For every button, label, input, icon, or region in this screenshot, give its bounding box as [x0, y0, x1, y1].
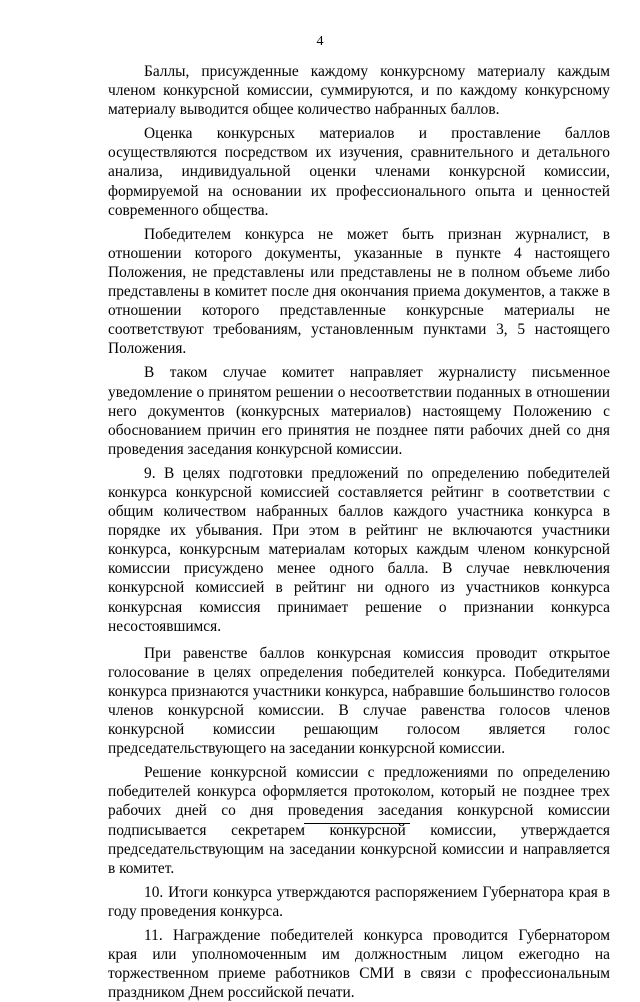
paragraph-item-10-results: 10. Итоги конкурса утверждаются распоряжением Губернатора края в году проведения конкурса. [108, 883, 610, 920]
end-of-document-rule [304, 823, 410, 824]
paragraph-notification: В таком случае комитет направляет журналисту письменное уведомление о принятом решении о несоответствии поданных в отношении него документов (конкурсных материалов) настоящему Положению с обоснованием причин его принятия не позднее пяти рабочих дней со дня проведения заседания конкурсной комиссии. [108, 364, 610, 458]
paragraph-protocol: Решение конкурсной комиссии с предложениями по определению победителей конкурса оформляется протоколом, который не позднее трех рабочих дней со дня проведения заседания конкурсной комиссии подписывается секретарем конкурсной комиссии, утверждается председательствующим на заседании конкурсной комиссии и направляется в комитет. [108, 764, 610, 877]
paragraph-item-11-awarding: 11. Награждение победителей конкурса проводится Губернатором края или уполномоченным им должностным лицом ежегодно на торжественном приеме работников СМИ в связи с профессиональным праздником Днем российской печати. [108, 927, 610, 1002]
paragraph-equal-scores-vote: При равенстве баллов конкурсная комиссия проводит открытое голосование в целях определения победителей конкурса. Победителями конкурса признаются участники конкурса, набравшие большинство голосов членов конкурсной комиссии. В случае равенства голосов членов конкурсной комиссии решающим голосом является голос председательствующего на заседании конкурсной комиссии. [108, 644, 610, 758]
paragraph-item-9-rating: 9. В целях подготовки предложений по определению победителей конкурса конкурсной комиссией составляется рейтинг в соответствии с общим количеством набранных баллов каждого участника конкурса в порядке их убывания. При этом в рейтинг не включаются участники конкурса, конкурсным материалам которых каждым членом конкурсной комиссии присуждено менее одного балла. В случае невключения конкурсной комиссией в рейтинг ни одного из участников конкурса конкурсная комиссия принимает решение о признании конкурса несостоявшимся. [108, 464, 610, 635]
paragraph-evaluation-method: Оценка конкурсных материалов и проставление баллов осуществляются посредством их изучения, сравнительного и детального анализа, индивидуальной оценки членами конкурсной комиссии, формируемой на основании их профессионального опыта и ценностей современного общества. [108, 125, 610, 219]
page-number: 4 [316, 34, 324, 49]
paragraph-scores-summation: Баллы, присужденные каждому конкурсному материалу каждым членом конкурсной комиссии, суммируются, и по каждому конкурсному материалу выводится общее количество набранных баллов. [108, 63, 610, 119]
paragraph-winner-restrictions: Победителем конкурса не может быть признан журналист, в отношении которого документы, указанные в пункте 4 настоящего Положения, не представлены или представлены не в полном объеме либо представлены в комитет после дня окончания приема документов, а также в отношении которого представленные конкурсные материалы не соответствуют требованиям, установленным пунктами 3, 5 настоящего Положения. [108, 225, 610, 358]
document-body [108, 62, 610, 1002]
